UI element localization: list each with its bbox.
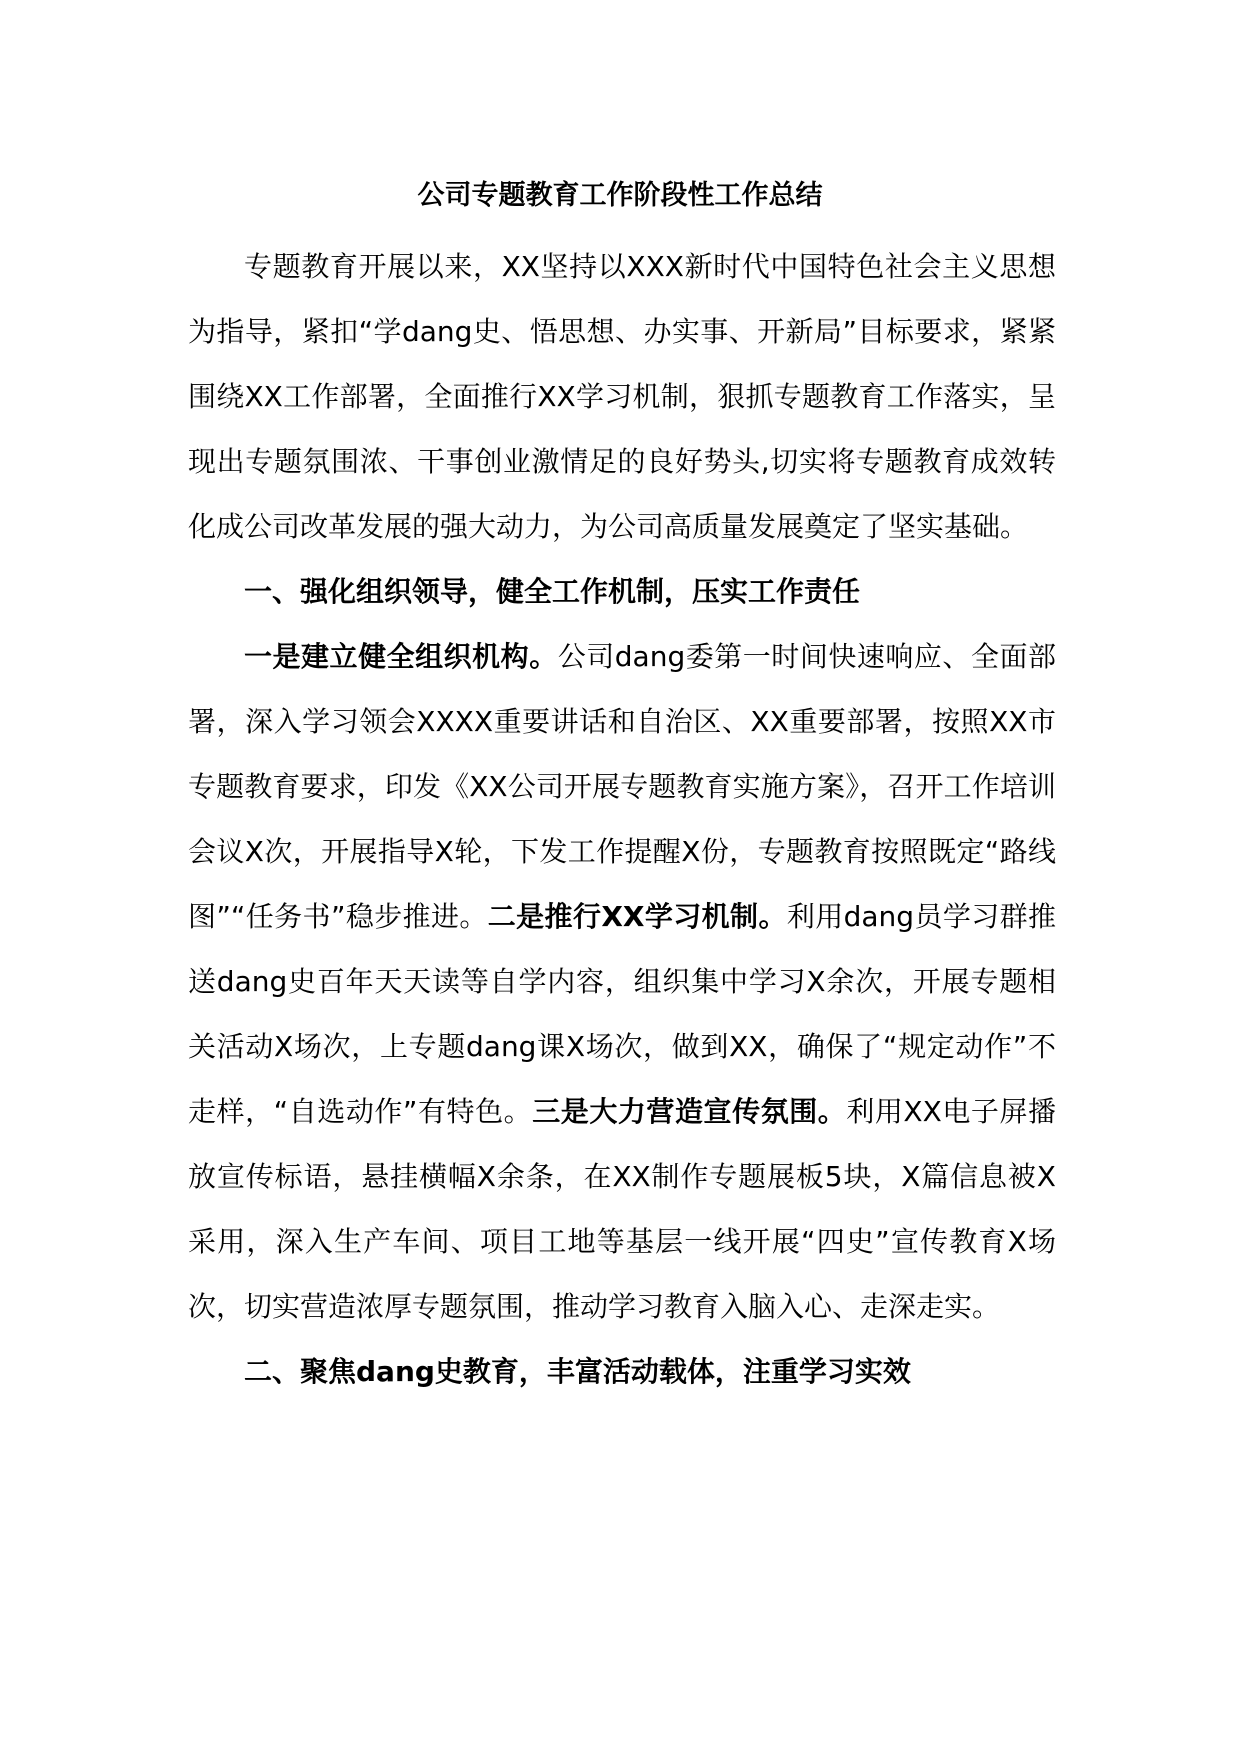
point-3-text: 利用XX电子屏播放宣传标语，悬挂横幅X余条，在XX制作专题展板5块，X篇信息被X采用，深入生产车间、项目工地等基层一线开展“四史”宣传教育X场次，切实营造浓厚专题氛围，推动学习教育入脑入心、走深走实。: [188, 1095, 1056, 1323]
document-body: [188, 234, 1056, 1404]
point-2-lead: 二是推行XX学习机制。: [487, 900, 787, 933]
point-1-text: 公司dang委第一时间快速响应、全面部署，深入学习领会XXXX重要讲话和自治区、XX重要部署，按照XX市专题教育要求，印发《XX公司开展专题教育实施方案》，召开工作培训会议X次，开展指导X轮，下发工作提醒X份，专题教育按照既定“路线图”“任务书”稳步推进。: [188, 640, 1056, 933]
section-1-paragraph: [188, 624, 1056, 1339]
point-1-lead: 一是建立健全组织机构。: [244, 640, 558, 673]
document-title: 公司专题教育工作阶段性工作总结: [417, 180, 823, 211]
point-3-lead: 三是大力营造宣传氛围。: [532, 1095, 847, 1128]
section-2-heading: 二、聚焦dang史教育，丰富活动载体，注重学习实效: [244, 1355, 911, 1388]
intro-paragraph: 专题教育开展以来，XX坚持以XXX新时代中国特色社会主义思想为指导，紧扣“学dang史、悟思想、办实事、开新局”目标要求，紧紧围绕XX工作部署，全面推行XX学习机制，狠抓专题教育工作落实，呈现出专题氛围浓、干事创业激情足的良好势头,切实将专题教育成效转化成公司改革发展的强大动力，为公司高质量发展奠定了坚实基础。: [188, 250, 1056, 543]
point-2-text: 利用dang员学习群推送dang史百年天天读等自学内容，组织集中学习X余次，开展专题相关活动X场次，上专题dang课X场次，做到XX，确保了“规定动作”不走样，“自选动作”有特色。: [188, 900, 1056, 1128]
section-1-heading: 一、强化组织领导，健全工作机制，压实工作责任: [244, 575, 861, 608]
